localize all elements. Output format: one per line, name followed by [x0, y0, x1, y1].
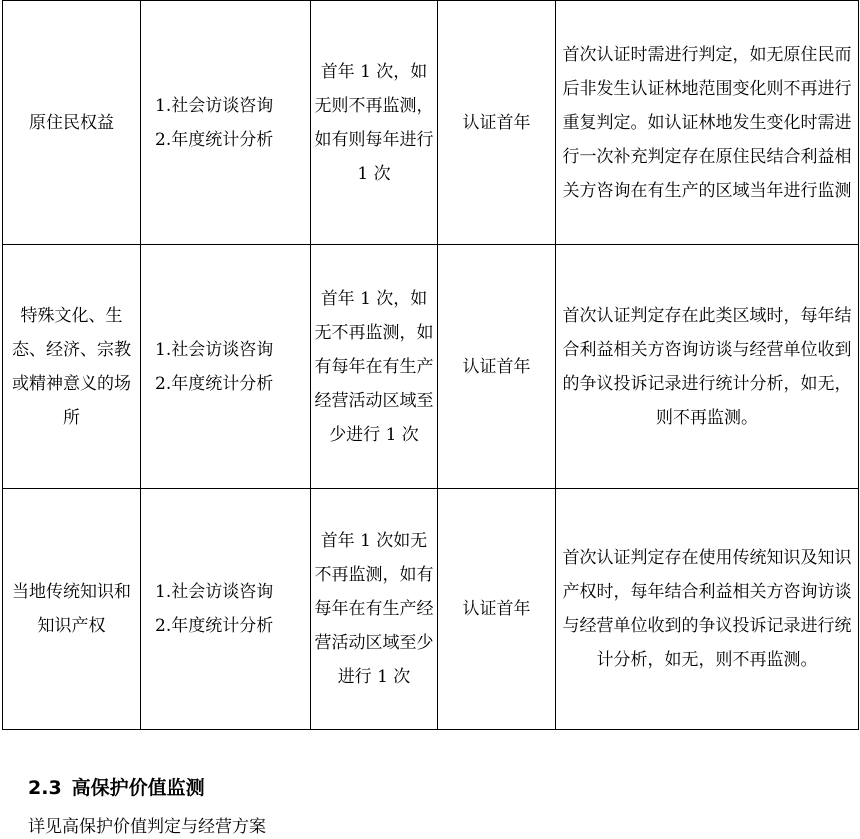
- monitoring-table: [2, 0, 859, 730]
- monitor-item: 原住民权益: [29, 112, 114, 133]
- timing-text: 认证首年: [462, 112, 531, 133]
- frequency-cell: [311, 489, 438, 730]
- table-row: [3, 1, 859, 245]
- frequency-text: 首年 1 次，如无则不再监测，如有则每年进行 1 次: [314, 61, 434, 184]
- method-line: 2.年度统计分析: [155, 373, 274, 394]
- method-line: 2.年度统计分析: [155, 129, 274, 150]
- method-line: 1.社会访谈咨询: [155, 339, 274, 360]
- note-cell: [556, 1, 859, 245]
- note-text: 首次认证判定存在使用传统知识及知识产权时，每年结合利益相关方咨询访谈与经营单位收到的争议投诉记录进行统计分析，如无，则不再监测。: [562, 548, 852, 670]
- frequency-text: 首年 1 次如无不再监测，如有每年在有生产经营活动区域至少进行 1 次: [314, 531, 434, 687]
- timing-cell: [438, 245, 556, 489]
- monitor-item-cell: [3, 489, 141, 730]
- method-cell: [141, 245, 311, 489]
- table-row: [3, 489, 859, 730]
- note-cell: [556, 489, 859, 730]
- method-line: 1.社会访谈咨询: [155, 95, 274, 116]
- timing-text: 认证首年: [462, 356, 531, 377]
- method-cell: [141, 489, 311, 730]
- timing-cell: [438, 1, 556, 245]
- section-title: 高保护价值监测: [71, 777, 205, 799]
- method-line: 1.社会访谈咨询: [155, 582, 274, 602]
- note-text: 首次认证判定存在此类区域时，每年结合利益相关方咨询访谈与经营单位收到的争议投诉记录进行统计分析，如无，则不再监测。: [562, 305, 852, 428]
- note-cell: [556, 245, 859, 489]
- frequency-cell: [311, 1, 438, 245]
- table-row: [3, 245, 859, 489]
- monitor-item-cell: [3, 1, 141, 245]
- monitor-item: 特殊文化、生态、经济、宗教或精神意义的场所: [12, 305, 131, 428]
- method-cell: [141, 1, 311, 245]
- timing-cell: [438, 489, 556, 730]
- section-number: 2.3: [28, 777, 62, 799]
- monitor-item: 当地传统知识和知识产权: [12, 582, 131, 636]
- frequency-cell: [311, 245, 438, 489]
- note-text: 首次认证时需进行判定，如无原住民而后非发生认证林地范围变化则不再进行重复判定。如认证林地发生变化时需进行一次补充判定存在原住民结合利益相关方咨询在有生产的区域当年进行监测: [562, 44, 852, 201]
- section-body-text: 详见高保护价值判定与经营方案: [28, 817, 266, 837]
- monitor-item-cell: [3, 245, 141, 489]
- section-heading: [28, 773, 205, 800]
- frequency-text: 首年 1 次，如无不再监测，如有每年在有生产经营活动区域至少进行 1 次: [314, 288, 434, 445]
- timing-text: 认证首年: [462, 599, 531, 619]
- method-line: 2.年度统计分析: [155, 616, 274, 636]
